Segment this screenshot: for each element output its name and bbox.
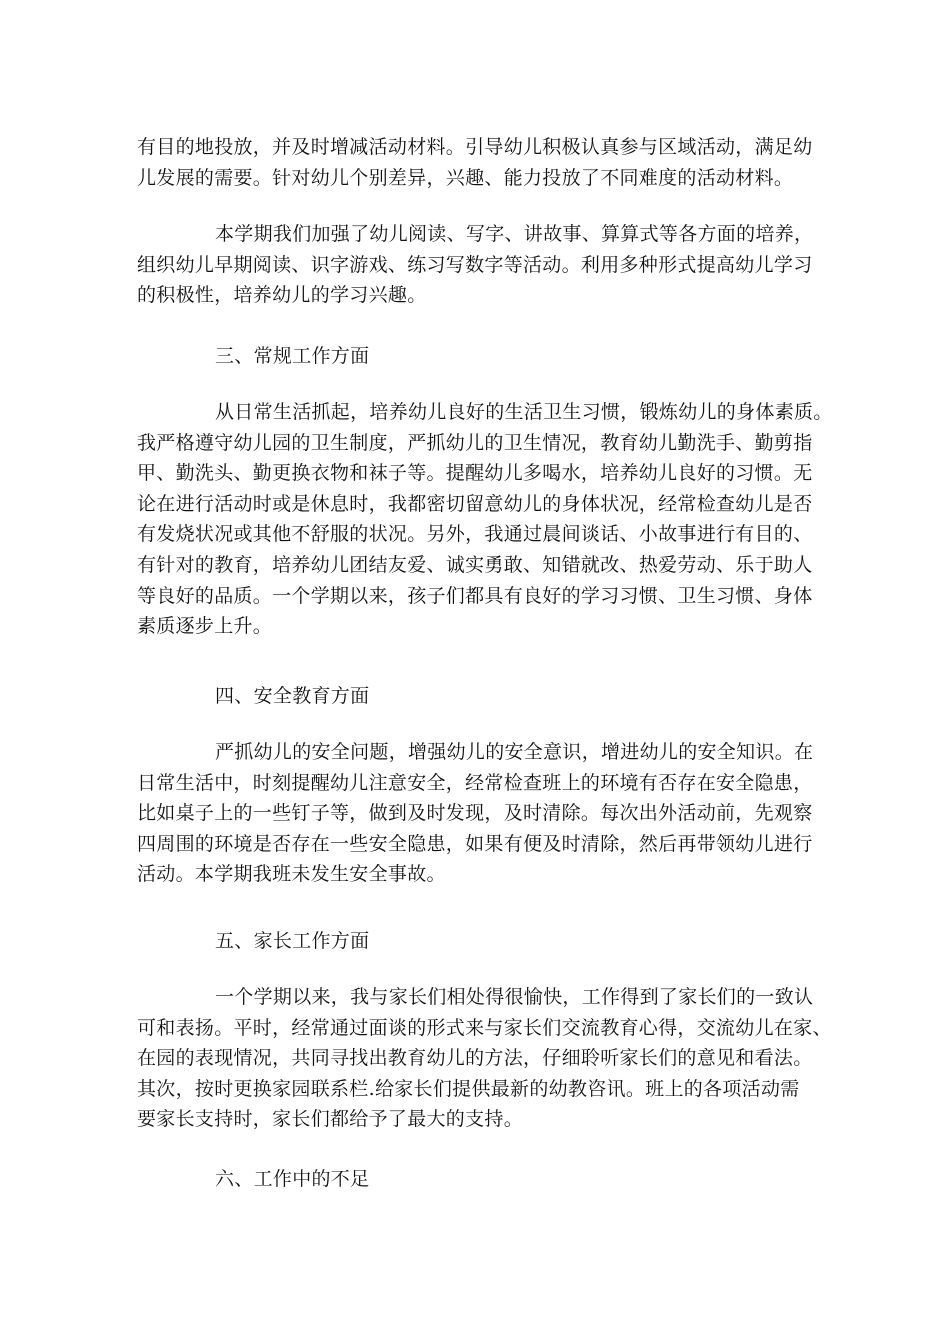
text-line: 儿发展的需要。针对幼儿个别差异，兴趣、能力投放了不同难度的活动材料。 — [137, 166, 794, 189]
text-line: 可和表扬。平时，经常通过面谈的形式来与家长们交流教育心得，交流幼儿在家、 — [137, 1016, 832, 1039]
text-line: 的积极性，培养幼儿的学习兴趣。 — [137, 284, 427, 307]
section-heading-routine: 三、常规工作方面 — [215, 345, 370, 367]
paragraph-reading — [137, 219, 817, 311]
paragraph-materials — [137, 132, 817, 193]
text-line: 组织幼儿早期阅读、识字游戏、练习写数字等活动。利用多种形式提高幼儿学习 — [137, 253, 813, 276]
text-line: 其次，按时更换家园联系栏.给家长们提供最新的幼教咨讯。班上的各项活动需 — [137, 1077, 800, 1100]
text-line: 四周围的环境是否存在一些安全隐患，如果有便及时清除，然后再带领幼儿进行 — [137, 832, 813, 855]
text-line: 在园的表现情况，共同寻找出教育幼儿的方法，仔细聆听家长们的意见和看法。 — [137, 1047, 813, 1070]
paragraph-safety — [137, 737, 817, 890]
paragraph-parents — [137, 982, 832, 1135]
section-heading-safety: 四、安全教育方面 — [215, 685, 370, 707]
text-line: 严抓幼儿的安全问题，增强幼儿的安全意识，增进幼儿的安全知识。在 — [215, 741, 814, 763]
text-line: 素质逐步上升。 — [137, 615, 273, 638]
text-line: 活动。本学期我班未发生安全事故。 — [137, 863, 446, 886]
text-line: 日常生活中，时刻提醒幼儿注意安全，经常检查班上的环境有否存在安全隐患， — [137, 771, 813, 794]
text-line: 比如桌子上的一些钉子等，做到及时发现，及时清除。每次出外活动前，先观察 — [137, 802, 813, 825]
text-line: 从日常生活抓起，培养幼儿良好的生活卫生习惯，锻炼幼儿的身体素质。 — [215, 401, 833, 423]
section-heading-parents: 五、家长工作方面 — [215, 930, 370, 952]
text-line: 有发烧状况或其他不舒服的状况。另外，我通过晨间谈话、小故事进行有目的、 — [137, 523, 813, 546]
text-line: 论在进行活动时或是休息时，我都密切留意幼儿的身体状况，经常检查幼儿是否 — [137, 492, 813, 515]
text-line: 本学期我们加强了幼儿阅读、写字、讲故事、算算式等各方面的培养， — [215, 223, 814, 245]
text-line: 甲、勤洗头、勤更换衣物和袜子等。提醒幼儿多喝水，培养幼儿良好的习惯。无 — [137, 462, 813, 485]
text-line: 我严格遵守幼儿园的卫生制度，严抓幼儿的卫生情况，教育幼儿勤洗手、勤剪指 — [137, 431, 813, 454]
text-line: 一个学期以来，我与家长们相处得很愉快，工作得到了家长们的一致认 — [215, 986, 814, 1008]
paragraph-routine — [137, 397, 833, 642]
text-line: 有针对的教育，培养幼儿团结友爱、诚实勇敢、知错就改、热爱劳动、乐于助人 — [137, 553, 813, 576]
text-line: 有目的地投放，并及时增减活动材料。引导幼儿积极认真参与区域活动，满足幼 — [137, 136, 813, 158]
text-line: 等良好的品质。一个学期以来，孩子们都具有良好的学习习惯、卫生习惯、身体 — [137, 584, 813, 607]
text-line: 要家长支持时，家长们都给予了最大的支持。 — [137, 1108, 524, 1131]
section-heading-shortcomings: 六、工作中的不足 — [215, 1168, 370, 1190]
